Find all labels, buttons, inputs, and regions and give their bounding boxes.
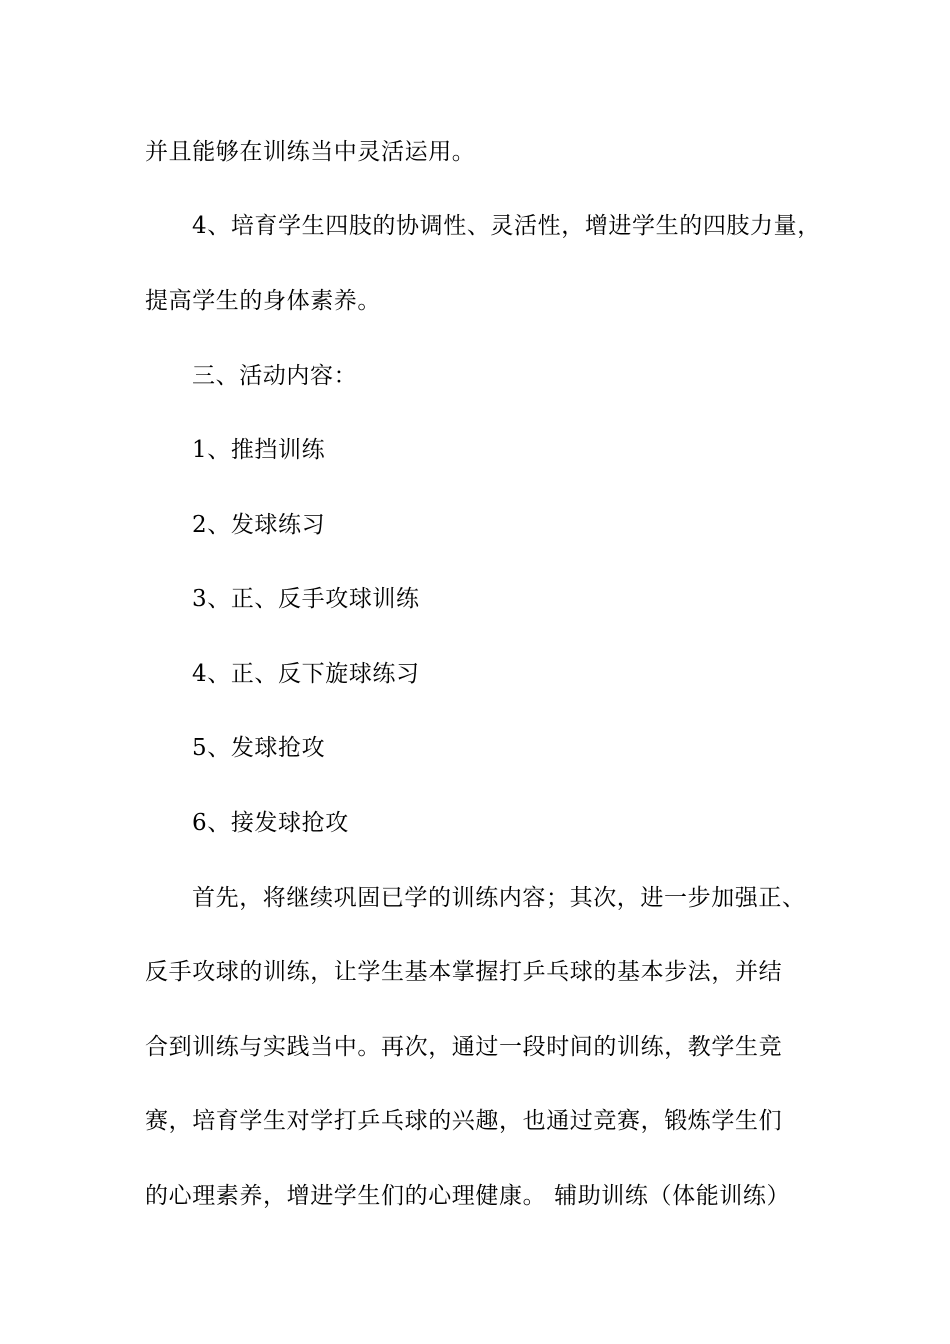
paragraph-line: 首先，将继续巩固已学的训练内容；其次，进一步加强正、 <box>192 885 806 911</box>
list-item: 1、推挡训练 <box>192 437 326 463</box>
paragraph-line: 的心理素养，增进学生们的心理健康。 辅助训练（体能训练） <box>145 1183 791 1209</box>
list-item: 5、发球抢攻 <box>192 735 326 761</box>
paragraph-line: 提高学生的身体素养。 <box>145 288 381 314</box>
list-item: 6、接发球抢攻 <box>192 810 349 836</box>
list-item: 2、发球练习 <box>192 512 326 538</box>
paragraph-line: 并且能够在训练当中灵活运用。 <box>145 139 476 165</box>
list-item: 4、正、反下旋球练习 <box>192 661 420 687</box>
section-heading: 三、活动内容： <box>192 363 358 389</box>
paragraph-line: 合到训练与实践当中。再次，通过一段时间的训练，教学生竞 <box>145 1034 783 1060</box>
list-item: 3、正、反手攻球训练 <box>192 586 420 612</box>
paragraph-line: 赛，培育学生对学打乒乓球的兴趣，也通过竞赛，锻炼学生们 <box>145 1108 783 1134</box>
paragraph-line: 4、培育学生四肢的协调性、灵活性，增进学生的四肢力量， <box>192 213 821 239</box>
paragraph-line: 反手攻球的训练，让学生基本掌握打乒乓球的基本步法，并结 <box>145 959 783 985</box>
